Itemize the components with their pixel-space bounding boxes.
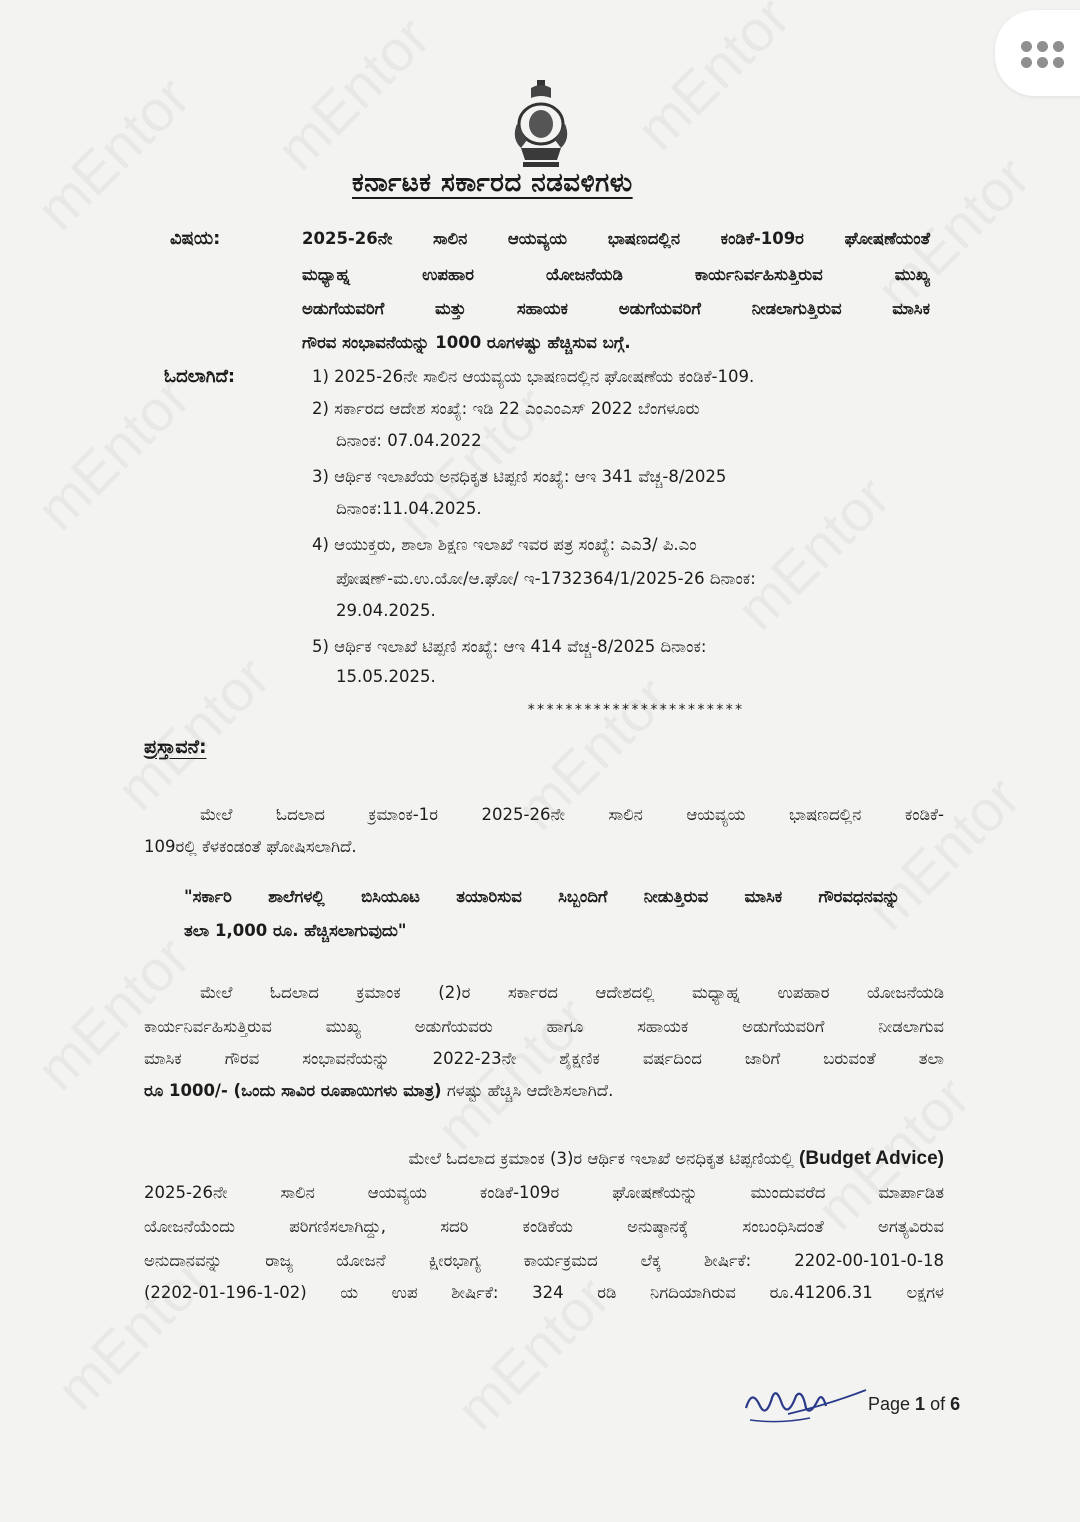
- paragraph-line: (2202-01-196-1-02) ಯ ಉಪ ಶೀರ್ಷಿಕೆ: 324 ರಡಿ ನಿಗದಿಯಾಗಿರುವ ರೂ.41206.31 ಲಕ್ಷಗಳ: [144, 1283, 944, 1302]
- page-prefix: Page: [868, 1394, 916, 1414]
- paragraph-line: [144, 1076, 613, 1106]
- more-options-button[interactable]: [995, 10, 1080, 96]
- current-page: 1: [915, 1394, 926, 1414]
- watermark-text: [724, 464, 904, 644]
- paragraph-line: ಯೋಜನೆಯೆಂದು ಪರಿಗಣಿಸಲಾಗಿದ್ದು, ಸದರಿ ಕಂಡಿಕೆಯ ಅನುಷ್ಠಾನಕ್ಕೆ ಸಂಬಂಧಿಸಿದಂತೆ ಅಗತ್ಯವಿರುವ: [144, 1217, 944, 1236]
- paragraph-line: 2025-26ನೇ ಸಾಲಿನ ಆಯವ್ಯಯ ಕಂಡಿಕೆ-109ರ ಘೋಷಣೆಯನ್ನು ಮುಂದುವರೆದ ಮಾರ್ಪಾಡಿತ: [144, 1183, 944, 1202]
- dot-icon: [1037, 57, 1048, 68]
- subject-line: 2025-26ನೇ ಸಾಲಿನ ಆಯವ್ಯಯ ಭಾಷಣದಲ್ಲಿನ ಕಂಡಿಕೆ-109ರ ಘೋಷಣೆಯಂತೆ: [302, 229, 930, 248]
- dot-icon: [1021, 41, 1032, 52]
- read-item-cont: ಪೋಷಣ್-ಮ.ಉ.ಯೋ/ಆ.ಘೋ/ ಇ-1732364/1/2025-26 ದಿನಾಂಕ:: [336, 569, 756, 588]
- watermark-text: [854, 764, 1034, 944]
- watermark-text: [624, 0, 804, 163]
- paragraph-text: ಮೇಲೆ ಓದಲಾದ ಕ್ರಮಾಂಕ (3)ರ ಆರ್ಥಿಕ ಇಲಾಖೆ ಅನಧಿಕೃತ ಟಿಪ್ಪಣಿಯಲ್ಲಿ: [408, 1149, 800, 1168]
- read-item-date: ದಿನಾಂಕ:11.04.2025.: [336, 499, 482, 518]
- dot-icon: [1037, 41, 1048, 52]
- watermark-text: [104, 644, 284, 824]
- budget-advice-text: (Budget Advice): [799, 1148, 944, 1169]
- quote-text: ತಲಾ 1,000 ರೂ. ಹೆಚ್ಚಿಸಲಾಗುವುದು": [184, 921, 407, 940]
- paragraph-line: ಅನುದಾನವನ್ನು ರಾಜ್ಯ ಯೋಜನೆ ಕ್ಷೀರಭಾಗ್ಯ ಕಾರ್ಯಕ್ರಮದ ಲೆಕ್ಕ ಶೀರ್ಷಿಕೆ: 2202-00-101-0-18: [144, 1251, 944, 1270]
- intro-paragraph: ಮೇಲೆ ಓದಲಾದ ಕ್ರಮಾಂಕ-1ರ 2025-26ನೇ ಸಾಲಿನ ಆಯವ್ಯಯ ಭಾಷಣದಲ್ಲಿನ ಕಂಡಿಕೆ-: [200, 805, 944, 824]
- amount-text: ರೂ 1000/- (ಒಂದು ಸಾವಿರ ರೂಪಾಯಿಗಳು ಮಾತ್ರ): [144, 1081, 442, 1100]
- read-item: 4) ಆಯುಕ್ತರು, ಶಾಲಾ ಶಿಕ್ಷಣ ಇಲಾಖೆ ಇವರ ಪತ್ರ ಸಂಖ್ಯೆ: ಎಎ3/ ಪಿ.ಎಂ: [312, 535, 697, 554]
- paragraph-line: ಮೇಲೆ ಓದಲಾದ ಕ್ರಮಾಂಕ (2)ರ ಸರ್ಕಾರದ ಆದೇಶದಲ್ಲಿ ಮಧ್ಯಾಹ್ನ ಉಪಹಾರ ಯೋಜನೆಯಡಿ: [200, 983, 944, 1002]
- read-item: 3) ಆರ್ಥಿಕ ಇಲಾಖೆಯ ಅನಧಿಕೃತ ಟಿಪ್ಪಣಿ ಸಂಖ್ಯೆ: ಆಇ 341 ವೆಚ್ಚ-8/2025: [312, 467, 727, 486]
- page-number: [868, 1394, 960, 1415]
- subject-label: ವಿಷಯ:: [170, 228, 221, 249]
- paragraph-line: [200, 1144, 944, 1174]
- read-item: 2) ಸರ್ಕಾರದ ಆದೇಶ ಸಂಖ್ಯೆ: ಇಡಿ 22 ಎಂಎಂಎಸ್ 2022 ಬೆಂಗಳೂರು: [312, 399, 700, 418]
- read-item: 5) ಆರ್ಥಿಕ ಇಲಾಖೆ ಟಿಪ್ಪಣಿ ಸಂಖ್ಯೆ: ಆಇ 414 ವೆಚ್ಚ-8/2025 ದಿನಾಂಕ:: [312, 637, 707, 656]
- read-item-date: ದಿನಾಂಕ: 07.04.2022: [336, 431, 482, 450]
- read-item-date: 29.04.2025.: [336, 601, 436, 620]
- dot-icon: [1053, 57, 1064, 68]
- page-of: of: [925, 1394, 951, 1414]
- paragraph-line: ಕಾರ್ಯನಿರ್ವಹಿಸುತ್ತಿರುವ ಮುಖ್ಯ ಅಡುಗೆಯವರು ಹಾಗೂ ಸಹಾಯಕ ಅಡುಗೆಯವರಿಗೆ ನೀಡಲಾಗುವ: [144, 1017, 944, 1036]
- read-item: 1) 2025-26ನೇ ಸಾಲಿನ ಆಯವ್ಯಯ ಭಾಷಣದಲ್ಲಿನ ಘೋಷಣೆಯ ಕಂಡಿಕೆ-109.: [312, 367, 755, 386]
- read-item-date: 15.05.2025.: [336, 667, 436, 686]
- dot-icon: [1021, 57, 1032, 68]
- subject-line: ಗೌರವ ಸಂಭಾವನೆಯನ್ನು 1000 ರೂಗಳಷ್ಟು ಹೆಚ್ಚಿಸುವ ಬಗ್ಗೆ.: [302, 333, 631, 352]
- read-label: ಓದಲಾಗಿದೆ:: [164, 366, 236, 387]
- quote-text: "ಸರ್ಕಾರಿ ಶಾಲೆಗಳಲ್ಲಿ ಬಿಸಿಯೂಟ ತಯಾರಿಸುವ ಸಿಬ್ಬಂದಿಗೆ ನೀಡುತ್ತಿರುವ ಮಾಸಿಕ ಗೌರವಧನವನ್ನು: [184, 887, 900, 906]
- karnataka-emblem-icon: [507, 78, 575, 170]
- subject-line: ಅಡುಗೆಯವರಿಗೆ ಮತ್ತು ಸಹಾಯಕ ಅಡುಗೆಯವರಿಗೆ ನೀಡಲಾಗುತ್ತಿರುವ ಮಾಸಿಕ: [302, 299, 930, 318]
- separator: ***********************: [527, 702, 744, 718]
- watermark-text: [24, 364, 204, 544]
- intro-paragraph: 109ರಲ್ಲಿ ಕೆಳಕಂಡಂತೆ ಘೋಷಿಸಲಾಗಿದೆ.: [144, 837, 357, 856]
- total-pages: 6: [950, 1394, 961, 1414]
- watermark-text: [264, 4, 444, 184]
- signature-icon: [740, 1378, 870, 1428]
- paragraph-line: ಮಾಸಿಕ ಗೌರವ ಸಂಭಾವನೆಯನ್ನು 2022-23ನೇ ಶೈಕ್ಷಣಿಕ ವರ್ಷದಿಂದ ಜಾರಿಗೆ ಬರುವಂತೆ ತಲಾ: [144, 1049, 944, 1068]
- watermark-text: [24, 64, 204, 244]
- dot-icon: [1053, 41, 1064, 52]
- paragraph-text: ಗಳಷ್ಟು ಹೆಚ್ಚಿಸಿ ಆದೇಶಿಸಲಾಗಿದೆ.: [441, 1081, 614, 1100]
- page-title: ಕರ್ನಾಟಕ ಸರ್ಕಾರದ ನಡವಳಿಗಳು: [352, 168, 633, 198]
- introduction-label: ಪ್ರಸ್ತಾವನೆ:: [144, 736, 207, 758]
- subject-line: ಮಧ್ಯಾಹ್ನ ಉಪಹಾರ ಯೋಜನೆಯಡಿ ಕಾರ್ಯನಿರ್ವಹಿಸುತ್ತಿರುವ ಮುಖ್ಯ: [302, 265, 930, 284]
